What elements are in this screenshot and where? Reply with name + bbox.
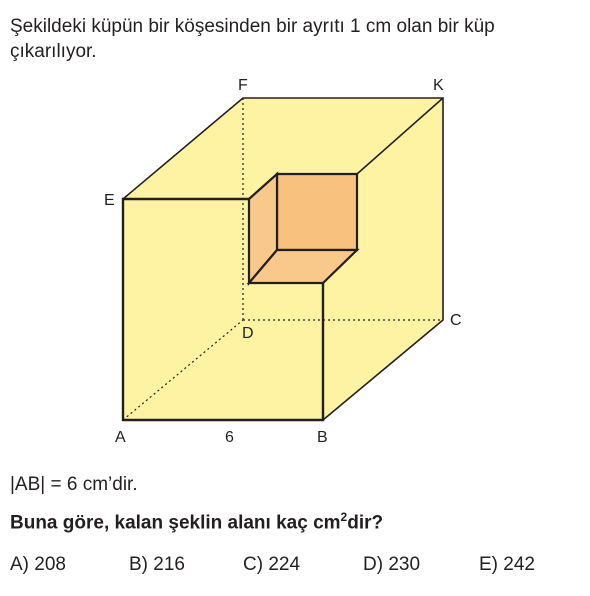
given-statement: |AB| = 6 cm’dir. <box>10 474 138 495</box>
label-e: E <box>104 192 115 209</box>
label-ab-length: 6 <box>225 429 234 446</box>
label-a: A <box>115 429 126 446</box>
choice-e[interactable]: E) 242 <box>479 554 535 575</box>
choice-b[interactable]: B) 216 <box>129 554 185 575</box>
question-exponent: 2 <box>340 510 348 524</box>
choice-c[interactable]: C) 224 <box>243 554 301 575</box>
question-text: Buna göre, kalan şeklin alanı kaç cm <box>10 512 341 534</box>
label-b: B <box>317 429 328 446</box>
question <box>10 510 383 534</box>
label-k: K <box>433 77 444 94</box>
question-end: dir? <box>347 512 384 534</box>
choice-a[interactable]: A) 208 <box>10 554 66 575</box>
label-f: F <box>238 77 248 94</box>
label-d: D <box>242 325 254 342</box>
answer-choices <box>10 554 580 582</box>
choice-d[interactable]: D) 230 <box>363 554 421 575</box>
label-c: C <box>450 312 462 329</box>
problem-intro: Şekildeki küpün bir köşesinden bir ayrıtı 1 cm olan bir küp çıkarılıyor. <box>10 16 495 62</box>
notch-back-face <box>277 174 357 250</box>
